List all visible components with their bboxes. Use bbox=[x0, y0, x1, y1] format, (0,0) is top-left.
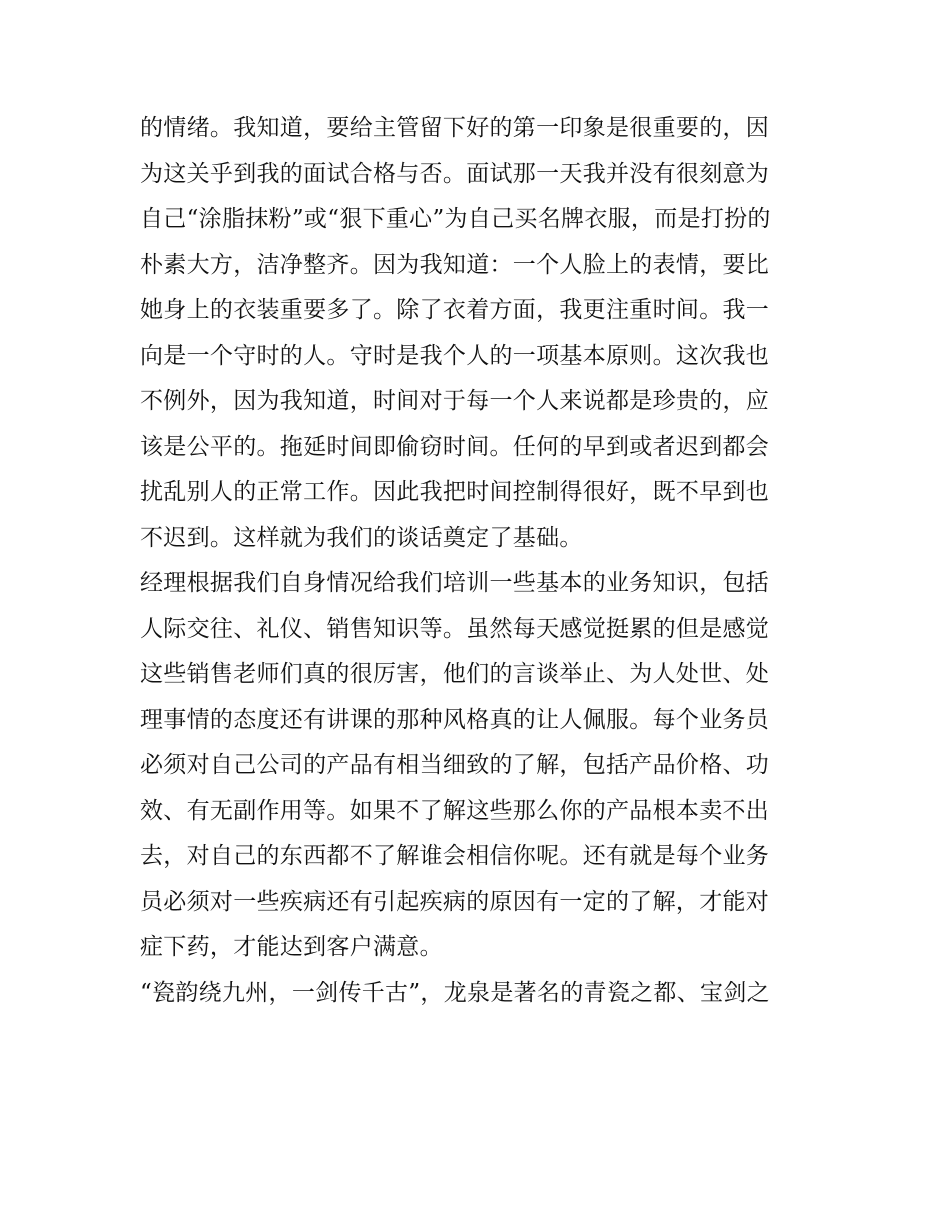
text-line: 效、有无副作用等。如果不了解这些那么你的产品根本卖不出 bbox=[140, 797, 770, 824]
text-line: 自己“涂脂抹粉”或“狠下重心”为自己买名牌衣服，而是打扮的 bbox=[140, 206, 771, 232]
paragraph-2 bbox=[140, 561, 820, 971]
paragraph-3 bbox=[140, 971, 820, 1017]
paragraph-1 bbox=[140, 106, 820, 561]
text-line: 不例外，因为我知道，时间对于每一个人来说都是珍贵的，应 bbox=[140, 388, 770, 414]
document-body bbox=[140, 106, 820, 1016]
text-line: 她身上的衣装重要多了。除了衣着方面，我更注重时间。我一 bbox=[140, 297, 770, 323]
text-line: 为这关乎到我的面试合格与否。面试那一天我并没有很刻意为 bbox=[140, 160, 770, 187]
text-line: 不迟到。这样就为我们的谈话奠定了基础。 bbox=[140, 524, 583, 551]
text-line: “瓷韵绕九州，一剑传千古”，龙泉是著名的青瓷之都、宝剑之 bbox=[140, 979, 770, 1006]
text-line: 员必须对一些疾病还有引起疾病的原因有一定的了解，才能对 bbox=[140, 888, 770, 915]
text-line: 的情绪。我知道，要给主管留下好的第一印象是很重要的，因 bbox=[140, 115, 770, 141]
text-line: 这些销售老师们真的很厉害，他们的言谈举止、为人处世、处 bbox=[140, 661, 770, 687]
text-line: 向是一个守时的人。守时是我个人的一项基本原则。这次我也 bbox=[140, 342, 770, 369]
text-line: 去，对自己的东西都不了解谁会相信你呢。还有就是每个业务 bbox=[140, 843, 770, 869]
text-line: 扰乱别人的正常工作。因此我把时间控制得很好，既不早到也 bbox=[140, 479, 770, 505]
text-line: 经理根据我们自身情况给我们培训一些基本的业务知识，包括 bbox=[140, 570, 770, 596]
text-line: 朴素大方，洁净整齐。因为我知道：一个人脸上的表情，要比 bbox=[140, 251, 770, 278]
text-line: 理事情的态度还有讲课的那种风格真的让人佩服。每个业务员 bbox=[140, 706, 770, 733]
text-line: 症下药，才能达到客户满意。 bbox=[140, 934, 443, 960]
text-line: 人际交往、礼仪、销售知识等。虽然每天感觉挺累的但是感觉 bbox=[140, 615, 770, 642]
text-line: 该是公平的。拖延时间即偷窃时间。任何的早到或者迟到都会 bbox=[140, 433, 770, 460]
text-line: 必须对自己公司的产品有相当细致的了解，包括产品价格、功 bbox=[140, 752, 770, 778]
